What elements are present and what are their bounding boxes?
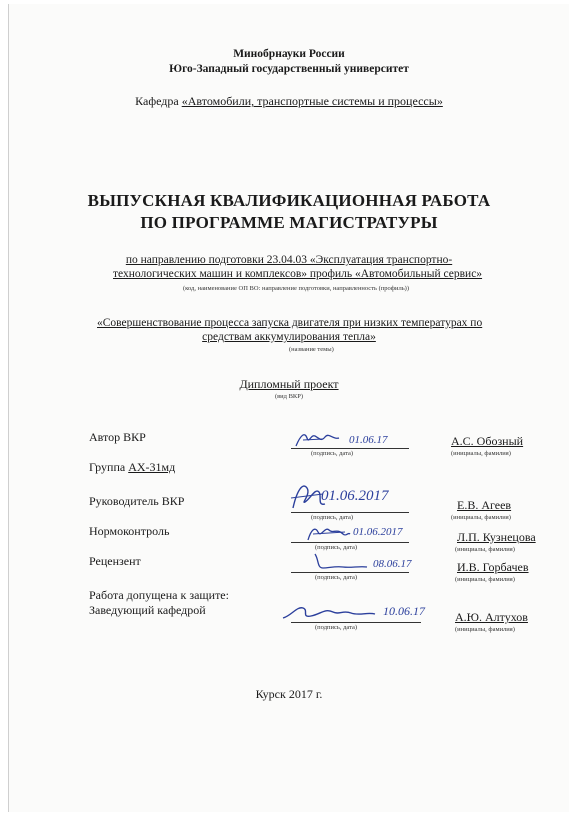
reviewer-signature-image (309, 550, 369, 574)
university-name: Юго-Западный государственный университет (169, 63, 409, 75)
head-of-department-label: Заведующий кафедрой (89, 603, 206, 617)
ministry-name: Минобрнауки России (233, 48, 345, 60)
normcontrol-signature-note: (подпись, дата) (315, 544, 358, 551)
work-kind: Дипломный проект (239, 377, 339, 391)
direction-note: (код, наименование ОП ВО: направление подготовки, направленность (профиль)) (183, 285, 409, 292)
supervisor-name: Е.В. Агеев (457, 498, 512, 512)
author-signature-note: (подпись, дата) (311, 450, 354, 457)
group-label: Группа (89, 460, 129, 474)
city-year: Курск 2017 г. (255, 687, 323, 701)
direction-line-1: по направлению подготовки 23.04.03 «Эксплуатация транспортно- (125, 254, 453, 266)
title-page (8, 4, 569, 812)
supervisor-signature-date: 01.06.2017 (321, 488, 389, 504)
normcontrol-signature-image (305, 520, 351, 544)
author-name: А.С. Обозный (451, 434, 524, 448)
topic-note: (название темы) (289, 346, 334, 353)
work-kind-note: (вид ВКР) (274, 393, 304, 400)
topic-line-1: «Совершенствование процесса запуска двигателя при низких температурах по (97, 317, 483, 329)
admission-name-note: (инициалы, фамилия) (455, 626, 515, 633)
normcontrol-name: Л.П. Кузнецова (457, 530, 536, 544)
admission-signature-date: 10.06.17 (383, 604, 425, 618)
normcontrol-signature-date: 01.06.2017 (353, 526, 403, 538)
reviewer-label: Рецензент (89, 554, 141, 568)
reviewer-signature-note: (подпись, дата) (315, 574, 358, 581)
admission-name: А.Ю. Алтухов (455, 610, 528, 624)
supervisor-label: Руководитель ВКР (89, 494, 185, 508)
document-title-line-1: ВЫПУСКНАЯ КВАЛИФИКАЦИОННАЯ РАБОТА (87, 191, 491, 210)
supervisor-signature-note: (подпись, дата) (311, 514, 354, 521)
reviewer-name-note: (инициалы, фамилия) (455, 576, 515, 583)
supervisor-name-note: (инициалы, фамилия) (451, 514, 511, 521)
department-prefix: Кафедра (135, 94, 182, 108)
department-name: «Автомобили, транспортные системы и процессы» (181, 94, 443, 108)
department-line (9, 94, 569, 109)
reviewer-name: И.В. Горбачев (457, 560, 529, 574)
normcontrol-label: Нормоконтроль (89, 524, 170, 538)
group-value: АХ-31мд (128, 460, 176, 474)
admission-label: Работа допущена к защите: (89, 588, 229, 602)
admission-signature-note: (подпись, дата) (315, 624, 358, 631)
normcontrol-name-note: (инициалы, фамилия) (455, 546, 515, 553)
topic-line-2: средствам аккумулирования тепла» (202, 331, 376, 343)
admission-signature-image (281, 600, 377, 624)
direction-line-2: технологических машин и комплексов» профиль «Автомобильный сервис» (113, 268, 483, 280)
author-signature-date: 01.06.17 (349, 434, 388, 446)
document-title-line-2: ПО ПРОГРАММЕ МАГИСТРАТУРЫ (140, 213, 438, 232)
reviewer-signature-date: 08.06.17 (373, 558, 412, 570)
group-line (89, 460, 175, 475)
author-label: Автор ВКР (89, 430, 146, 444)
author-name-note: (инициалы, фамилия) (451, 450, 511, 457)
author-signature-image (293, 428, 353, 450)
